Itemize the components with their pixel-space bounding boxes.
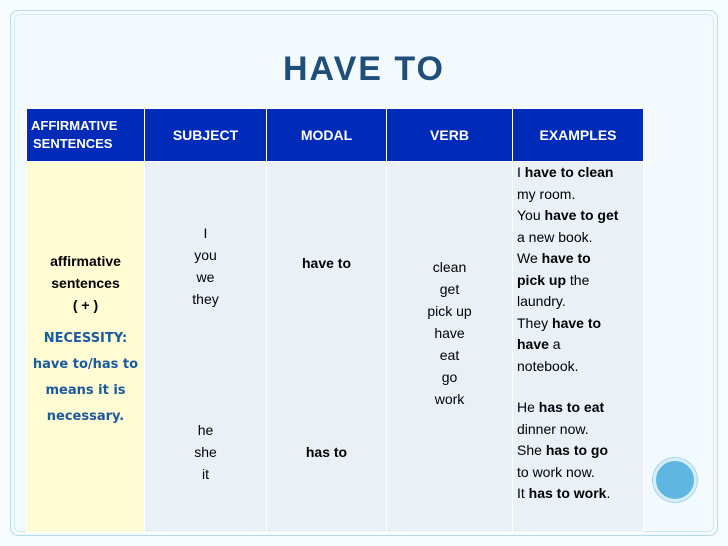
example-2: You have to get: [517, 207, 619, 223]
slide-title: HAVE TO: [283, 50, 445, 88]
subject-item: you: [194, 247, 217, 263]
subject-item: it: [202, 466, 209, 482]
type-label: [27, 250, 144, 316]
example-5: He has to eat: [517, 399, 605, 415]
verb-cell: [387, 162, 513, 533]
header-subject: SUBJECT: [145, 109, 267, 162]
example-3: We have to: [517, 250, 591, 266]
header-verb: VERB: [387, 109, 513, 162]
necessity-line3: means it is: [45, 383, 126, 398]
verb-item: clean: [432, 259, 467, 275]
verb-item: have: [434, 325, 465, 341]
verb-item: work: [434, 391, 465, 407]
header-affirmative-sentences: [27, 109, 145, 162]
necessity-note: [27, 326, 144, 430]
modal-have-to: have to: [301, 255, 351, 271]
verb-item: pick up: [427, 303, 472, 319]
modal-cell: [267, 162, 387, 533]
example-4: They have to: [517, 314, 602, 331]
type-line1: affirmative: [50, 253, 121, 269]
subject-group-plural: [145, 222, 266, 310]
verb-item: eat: [439, 347, 460, 363]
examples-third-person: He has to eat dinner now. She has to go to work now. It has to work.: [517, 397, 610, 505]
verb-item: get: [439, 281, 460, 297]
example-1: I have to clean: [517, 164, 614, 180]
header-row: [27, 109, 644, 162]
modal-has-to: has to: [305, 444, 348, 460]
type-line2: sentences: [51, 275, 120, 291]
necessity-line4: necessary.: [46, 409, 125, 424]
subject-group-third-person: [145, 419, 266, 485]
sentence-type-cell: [27, 162, 145, 533]
header-modal: MODAL: [267, 109, 387, 162]
subject-item: he: [197, 422, 214, 438]
subject-item: she: [194, 444, 217, 460]
subject-item: we: [196, 269, 215, 285]
subject-item: they: [192, 291, 219, 307]
verb-item: go: [441, 369, 458, 385]
necessity-line2: have to/has to: [32, 357, 139, 372]
subject-cell: [145, 162, 267, 533]
type-line3: ( + ): [72, 297, 99, 313]
grammar-table: [26, 108, 644, 533]
body-row: [27, 162, 644, 533]
subject-item: I: [203, 225, 208, 241]
example-7: It has to work.: [517, 485, 611, 501]
header-col1-line1: AFFIRMATIVE: [31, 118, 118, 133]
verb-list: [387, 256, 512, 410]
necessity-line1: NECESSITY:: [43, 331, 128, 346]
example-6: She has to go: [517, 442, 609, 458]
decorative-circle: [653, 458, 697, 502]
examples-cell: [513, 162, 644, 533]
header-examples: EXAMPLES: [513, 109, 644, 162]
header-col1-line2: SENTENCES: [33, 136, 113, 151]
examples-plural: I have to clean my room. You have to get a new book. We have to pick up the laundry. They have to have a notebook.: [517, 164, 619, 374]
